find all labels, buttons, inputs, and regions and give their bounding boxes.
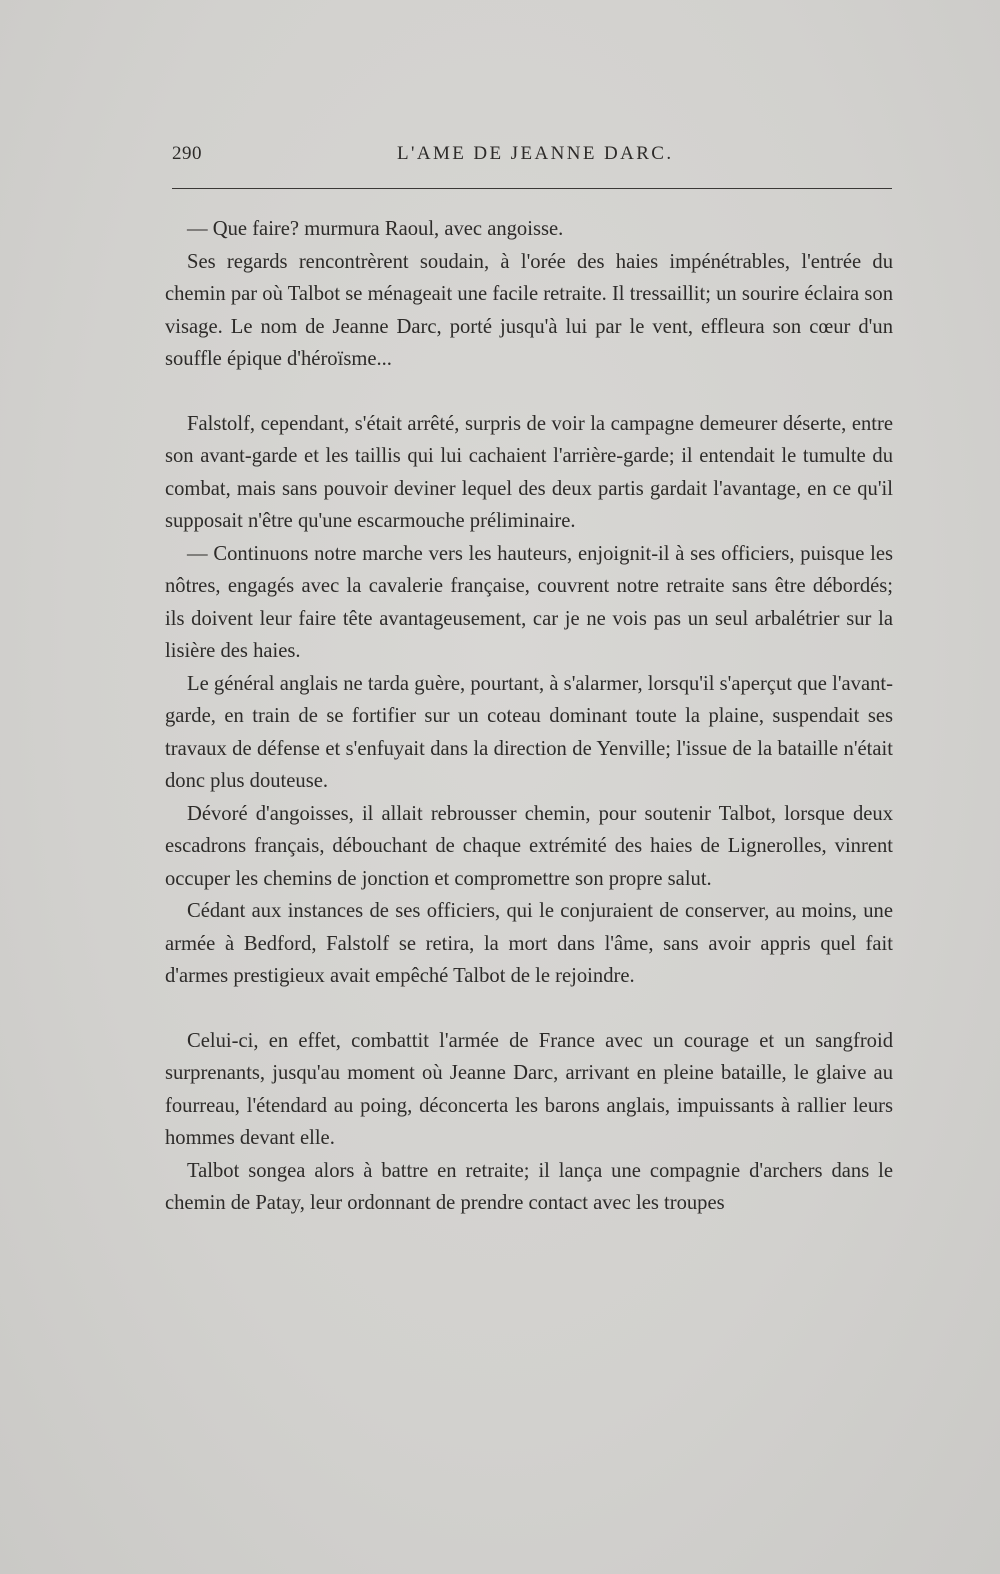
- page-number: 290: [172, 143, 202, 164]
- section-break: [165, 376, 893, 408]
- section-break: [165, 993, 893, 1025]
- paragraph: Cédant aux instances de ses officiers, qui le conjuraient de conserver, au moins, une armée à Bedford, Falstolf se retira, la mort dans l'âme, sans avoir appris quel fait d'armes prestigieux avait empêché Talbot de le rejoindre.: [165, 900, 893, 987]
- paragraph: Celui-ci, en effet, combattit l'armée de France avec un courage et un sangfroid surprenants, jusqu'au moment où Jeanne Darc, arrivant en pleine bataille, le glaive au fourreau, l'étendard au poing, déconcerta les barons anglais, impuissants à rallier leurs hommes devant elle.: [165, 1029, 893, 1149]
- header-rule: [172, 188, 892, 189]
- running-title: L'AME DE JEANNE DARC.: [397, 143, 674, 164]
- page-header: [172, 143, 892, 173]
- paragraph: Ses regards rencontrèrent soudain, à l'orée des haies impénétrables, l'entrée du chemin par où Talbot se ménageait une facile retraite. Il tressaillit; un sourire éclaira son visage. Le nom de Jeanne Darc, porté jusqu'à lui par le vent, effleura son cœur d'un souffle épique d'héroïsme...: [165, 250, 893, 370]
- paragraph: Le général anglais ne tarda guère, pourtant, à s'alarmer, lorsqu'il s'aperçut que l'avant-garde, en train de se fortifier sur un coteau dominant toute la plaine, suspendait ses travaux de défense et s'enfuyait dans la direction de Yenville; l'issue de la bataille n'était donc plus douteuse.: [165, 672, 893, 792]
- paragraph: — Continuons notre marche vers les hauteurs, enjoignit-il à ses officiers, puisque les nôtres, engagés avec la cavalerie française, couvrent notre retraite sans être débordés; ils doivent leur faire tête avantageusement, car je ne vois pas un seul arbalétrier sur la lisière des haies.: [165, 542, 893, 662]
- paragraph: Dévoré d'angoisses, il allait rebrousser chemin, pour soutenir Talbot, lorsque deux escadrons français, débouchant de chaque extrémité des haies de Lignerolles, vinrent occuper les chemins de jonction et compromettre son propre salut.: [165, 802, 893, 890]
- paragraph: Talbot songea alors à battre en retraite; il lança une compagnie d'archers dans le chemin de Patay, leur ordonnant de prendre contact avec les troupes: [165, 1159, 893, 1214]
- paragraph: Falstolf, cependant, s'était arrêté, surpris de voir la campagne demeurer déserte, entre son avant-garde et les taillis qui lui cachaient l'arrière-garde; il entendait le tumulte du combat, mais sans pouvoir deviner lequel des deux partis gardait l'avantage, en ce qu'il supposait n'être qu'une escarmouche préliminaire.: [165, 412, 893, 532]
- body-text: [165, 213, 893, 1220]
- paragraph: — Que faire? murmura Raoul, avec angoisse.: [187, 218, 564, 240]
